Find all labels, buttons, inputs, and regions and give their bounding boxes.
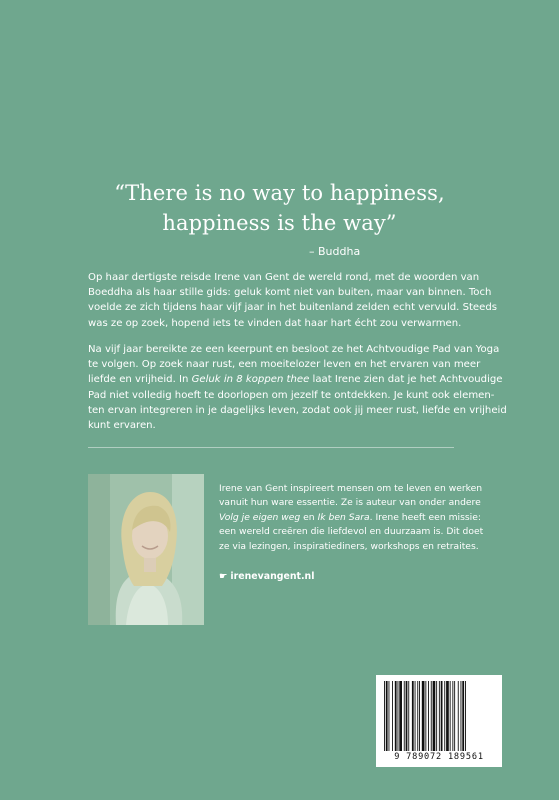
bio-line: Irene van Gent inspireert mensen om te leven en werken	[219, 483, 483, 494]
barcode-number: 9 789072 189561	[394, 752, 484, 762]
barcode-bar	[386, 681, 388, 751]
paragraph-line: Pad niet volledig hoeft te doorlopen om jezelf te ontdekken. Je kunt ook elemen-	[88, 389, 495, 401]
barcode-bar	[452, 681, 453, 751]
paragraph-line: ten ervan integreren in je dagelijks leven, zodat ook jij meer rust, liefde en vrijheid	[88, 404, 507, 416]
barcode-bar	[446, 681, 449, 751]
barcode-bar	[439, 681, 440, 751]
barcode-bar	[395, 681, 397, 751]
barcode-bar	[392, 681, 393, 751]
paragraph-line: te volgen. Op zoek naar rust, een moeitelozer leven en het ervaren van meer	[88, 359, 481, 371]
website-link[interactable]	[219, 571, 314, 582]
barcode-bar	[404, 681, 405, 751]
bio-line	[219, 511, 481, 525]
book-title: Ik ben Sara	[317, 511, 370, 523]
author-bio	[219, 482, 484, 554]
barcode-bar	[384, 681, 385, 751]
paragraph-line: kunt ervaren.	[88, 420, 156, 432]
barcode-bar	[417, 681, 418, 751]
barcode	[376, 675, 502, 767]
barcode-bar	[450, 681, 451, 751]
barcode-bar	[408, 681, 409, 751]
quote-line-2: happiness is the way”	[162, 211, 397, 235]
barcode-bar	[415, 681, 416, 751]
barcode-bar	[465, 681, 466, 751]
barcode-bar	[436, 681, 437, 751]
quote-attribution: – Buddha	[309, 245, 361, 258]
pointing-hand-icon: ☛	[219, 571, 228, 582]
book-title: Volg je eigen weg	[219, 511, 301, 523]
paragraph-line: voelde ze zich tijdens haar vijf jaar in het buitenland zelden echt vervuld. Steeds	[88, 302, 498, 314]
bio-text: . Irene heeft een missie:	[369, 511, 481, 523]
bio-text: en	[300, 511, 318, 523]
barcode-bar	[412, 681, 414, 751]
barcode-bar	[389, 681, 390, 751]
bio-line: ze via lezingen, inspiratiediners, workshops en retraites.	[219, 540, 479, 552]
barcode-bar	[425, 681, 426, 751]
barcode-bar	[419, 681, 420, 751]
book-title: Geluk in 8 koppen thee	[191, 374, 310, 386]
paragraph-line	[88, 372, 503, 387]
quote	[0, 178, 559, 238]
barcode-bar	[399, 681, 402, 751]
paragraph-line: Boeddha als haar stille gids: geluk komt niet van buiten, maar van binnen. Toch	[88, 287, 492, 299]
divider	[88, 447, 454, 448]
paragraph-1	[88, 270, 498, 331]
barcode-bar	[441, 681, 443, 751]
barcode-bar	[458, 681, 459, 751]
paragraph-line: Na vijf jaar bereikte ze een keerpunt en besloot ze het Achtvoudige Pad van Yoga	[88, 344, 500, 355]
barcode-bar	[462, 681, 464, 751]
barcode-bar	[398, 681, 399, 751]
paragraph-text: laat Irene zien dat je het Achtvoudige	[309, 374, 503, 386]
barcode-bar	[433, 681, 436, 751]
paragraph-text: liefde en vrijheid. In	[88, 374, 192, 386]
author-photo	[88, 474, 204, 625]
barcode-bar	[422, 681, 425, 751]
paragraph-line: Op haar dertigste reisde Irene van Gent de wereld rond, met de woorden van	[88, 272, 480, 283]
barcode-bar	[431, 681, 432, 751]
barcode-bar	[444, 681, 445, 751]
paragraph-line: was ze op zoek, hopend iets te vinden dat haar hart écht zou verwarmen.	[88, 317, 462, 329]
website-url[interactable]: irenevangent.nl	[230, 571, 315, 582]
bio-line: een wereld creëren die liefdevol en duurzaam is. Dit doet	[219, 526, 484, 538]
barcode-bar	[406, 681, 408, 751]
barcode-bar	[428, 681, 429, 751]
bio-line: vanuit hun ware essentie. Ze is auteur van onder andere	[219, 497, 481, 509]
quote-line-1: “There is no way to happiness,	[114, 181, 445, 205]
barcode-bar	[461, 681, 462, 751]
barcode-bar	[454, 681, 455, 751]
author-portrait-illustration	[88, 474, 204, 625]
paragraph-2	[88, 342, 507, 433]
